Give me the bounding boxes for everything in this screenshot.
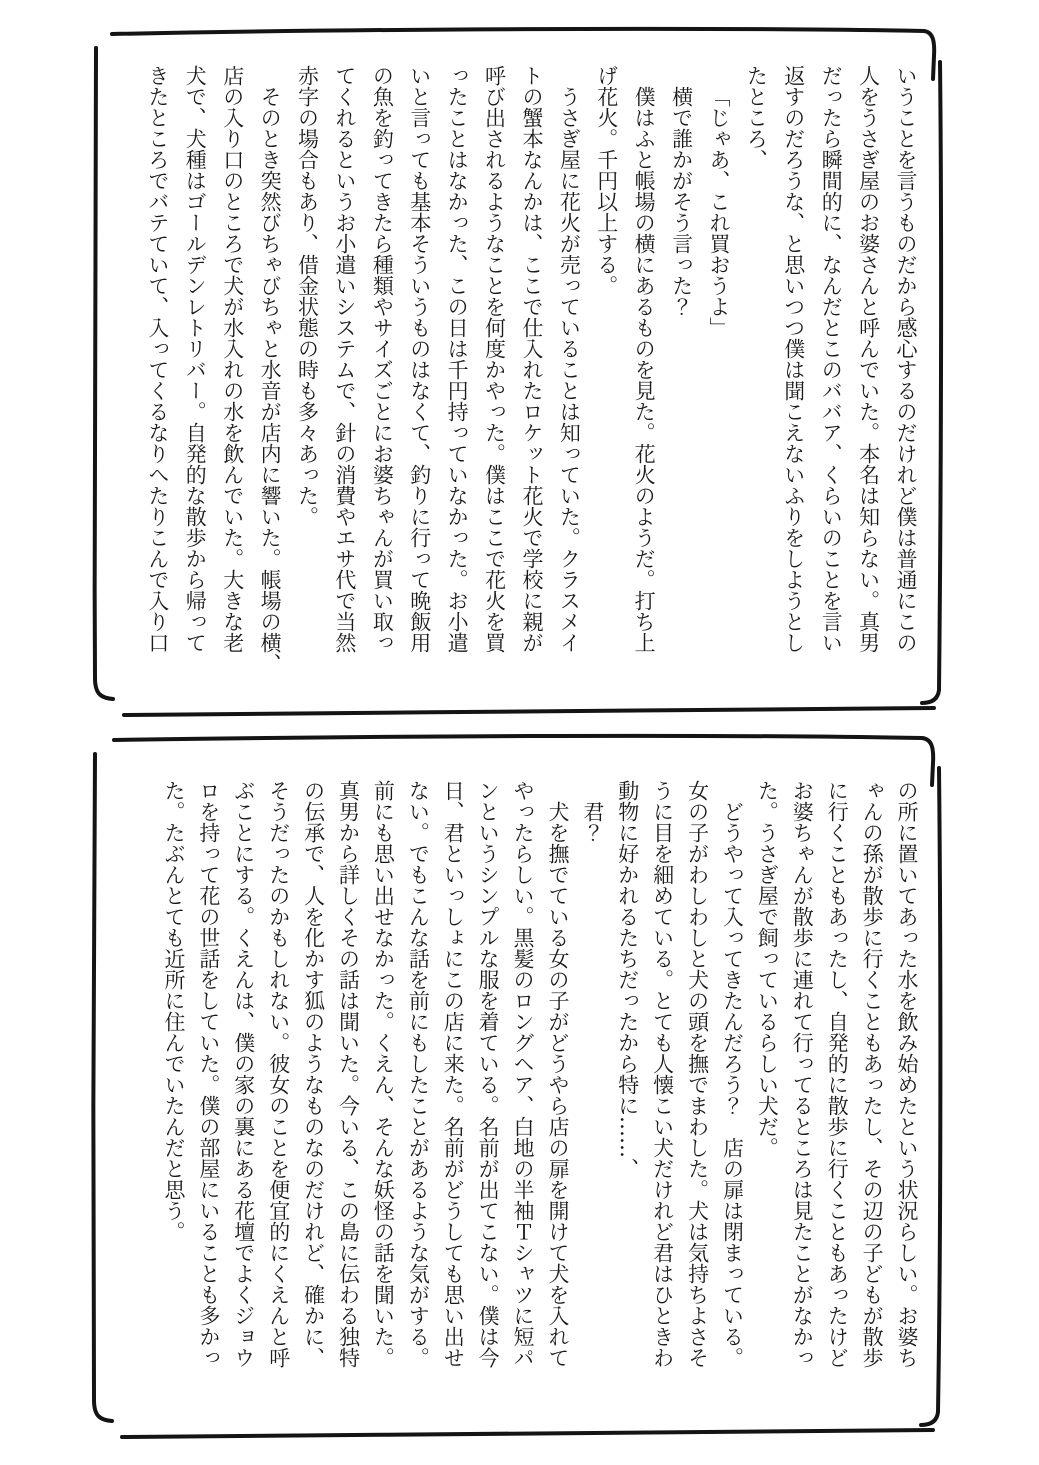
- text-column: いと言っても基本そういうものはなくて、釣りに行って晩飯用: [407, 65, 432, 653]
- text-column: うさぎ屋に花火が売っていることは知っていた。クラスメイ: [557, 86, 582, 653]
- text-column: 返すのだろうな、と思いつつ僕は聞こえないふりをしようとし: [781, 65, 806, 653]
- text-column: 「じゃあ、これ買おうよ」: [706, 86, 731, 338]
- text-column: の伝承で、人を化かす狐のようなものなのだけれど、確かに、: [301, 780, 326, 1368]
- text-column: やったらしい。黒髪のロングヘア、白地の半袖Ｔシャツに短パ: [511, 780, 536, 1368]
- text-column: 犬を撫でている女の子がどうやら店の扉を開けて犬を入れて: [545, 801, 570, 1368]
- text-column: 赤字の場合もあり、借金状態の時も多々あった。: [295, 65, 320, 527]
- text-column: 動物に好かれるたちだったから特に……、: [615, 780, 640, 1179]
- text-column: ンというシンプルな服を着ている。名前が出てこない。僕は今: [476, 780, 501, 1368]
- text-column: 女の子がわしわしと犬の頭を撫でまわした。犬は気持ちよさそ: [685, 780, 710, 1368]
- text-column: お婆ちゃんが散歩に連れて行ってるところは見たことがなかっ: [790, 780, 815, 1368]
- page-1: [88, 22, 948, 724]
- text-column: 僕はふと帳場の横にあるものを見た。花火のようだ。打ち上: [632, 86, 657, 653]
- text-column: 真男から詳しくその話は聞いた。今いる、この島に伝わる独特: [336, 780, 361, 1368]
- text-column: 前にも思い出せなかった。くえん、そんな妖怪の話を聞いた。: [371, 780, 396, 1368]
- text-column: 店の入り口のところで犬が水入れの水を飲んでいた。大きな老: [220, 65, 245, 653]
- text-column: 横で誰かがそう言った？: [669, 86, 694, 317]
- text-column: の魚を釣ってきたら種類やサイズごとにお婆ちゃんが買い取っ: [370, 65, 395, 653]
- text-column: 君？: [580, 801, 605, 843]
- page-1-text: [138, 65, 924, 674]
- text-column: うに目を細めている。とても人懐こい犬だけれど君はひときわ: [650, 780, 675, 1368]
- text-column: 人をうさぎ屋のお婆さんと呼んでいた。本名は知らない。真男: [856, 65, 881, 653]
- text-column: ったことはなかった、この日は千円持っていなかった。お小遣: [445, 65, 470, 653]
- text-column: そうだったのかもしれない。彼女のことを便宜的にくえんと呼: [266, 780, 291, 1368]
- text-column: の所に置いてあった水を飲み始めたという状況らしい。お婆ち: [895, 780, 919, 1368]
- page-2: [88, 730, 948, 1446]
- text-column: 犬で、犬種はゴールデンレトリバー。自発的な散歩から帰って: [183, 65, 208, 653]
- text-column: いうことを言うものだから感心するのだけれど僕は普通にこの: [894, 65, 918, 653]
- text-column: トの蟹本なんかは、ここで仕入れたロケット花火で学校に親が: [519, 65, 544, 653]
- page-2-text: [156, 780, 924, 1368]
- text-column: ロを持って花の世話をしていた。僕の部屋にいることも多かっ: [196, 780, 221, 1368]
- text-column: きたところでバテていて、入ってくるなりへたりこんで入り口: [145, 65, 170, 653]
- text-column: 日、君といっしょにこの店に来た。名前がどうしても思い出せ: [441, 780, 466, 1368]
- text-column: に行くこともあったし、自発的に散歩に行くこともあったけど: [825, 780, 850, 1368]
- text-column: た。たぶんとても近所に住んでいたんだと思う。: [161, 780, 186, 1242]
- text-column: どうやって入ってきたんだろう？ 店の扉は閉まっている。: [720, 801, 745, 1368]
- text-column: たところ、: [744, 65, 769, 170]
- text-column: ぶことにする。くえんは、僕の家の裏にある花壇でよくジョウ: [231, 780, 256, 1368]
- text-column: てくれるというお小遣いシステムで、針の消費やエサ代で当然: [332, 65, 357, 653]
- text-column: ない。でもこんな話を前にもしたことがあるような気がする。: [406, 780, 431, 1368]
- text-column: た。うさぎ屋で飼っているらしい犬だ。: [755, 780, 780, 1158]
- text-column: げ花火。千円以上する。: [594, 65, 619, 296]
- text-column: だったら瞬間的に、なんだとこのババア、くらいのことを言い: [819, 65, 844, 653]
- text-column: 呼び出されるようなことを何度かやった。僕はここで花火を買: [482, 65, 507, 653]
- text-column: そのとき突然びちゃびちゃと水音が店内に響いた。帳場の横、: [258, 86, 283, 674]
- text-column: ゃんの孫が散歩に行くこともあったし、その辺の子どもが散歩: [860, 780, 885, 1368]
